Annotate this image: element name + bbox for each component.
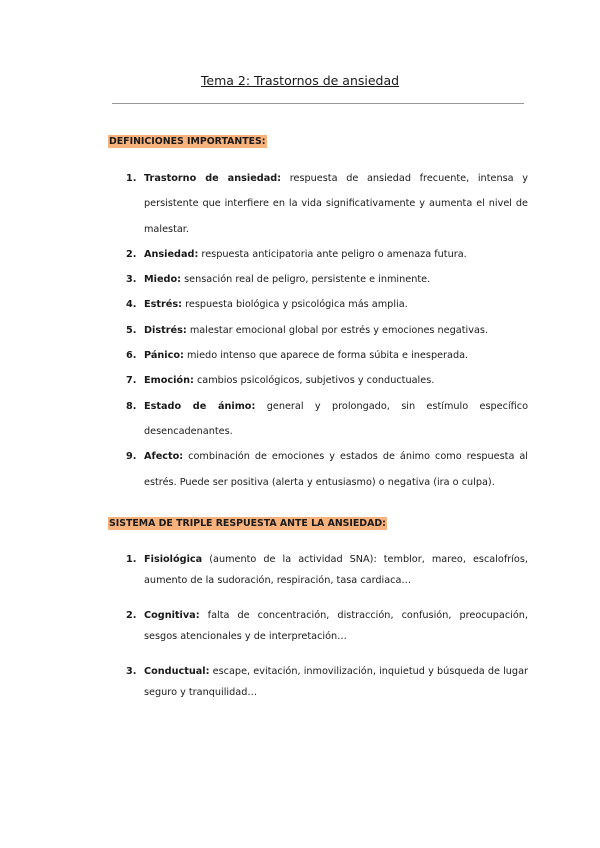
item-number: 8. [126,400,137,412]
item-number: 9. [126,451,137,463]
list-item [126,343,528,368]
list-item [126,267,528,292]
item-number: 3. [126,666,137,677]
item-text: respuesta biológica y psicológica más amplia. [182,299,408,311]
item-text: cambios psicológicos, subjetivos y conductuales. [193,375,435,387]
item-text: general y prolongado, sin estímulo específico desencadenantes. [144,400,528,437]
title-divider [112,103,524,104]
list-item [126,292,528,317]
section-heading-definitions: DEFINICIONES IMPORTANTES: [109,136,266,147]
item-number: 2. [126,610,137,621]
item-number: 2. [126,248,137,260]
item-number: 1. [126,554,137,565]
list-item [126,318,528,343]
item-term: Emoción: [144,375,194,387]
item-text: escape, evitación, inmovilización, inquietud y búsqueda de lugar seguro y tranquilidad… [144,666,528,698]
definitions-list [126,166,528,495]
item-text: respuesta anticipatoria ante peligro o amenaza futura. [198,248,467,260]
triple-response-list [126,550,528,703]
list-item [126,166,528,242]
item-text: (aumento de la actividad SNA): temblor, mareo, escalofríos, aumento de la sudoración, respiración, tasa cardiaca… [144,554,528,586]
item-text: respuesta de ansiedad frecuente, intensa y persistente que interfiere en la vida significativamente y aumenta el nivel de malestar. [144,173,528,235]
item-number: 6. [126,350,137,362]
item-number: 4. [126,299,137,311]
item-term: Estrés: [144,299,183,311]
item-text: sensación real de peligro, persistente e inminente. [181,274,431,286]
item-term: Pánico: [144,350,184,362]
item-term: Miedo: [144,274,181,286]
item-number: 3. [126,274,137,286]
section-heading-triple-response: SISTEMA DE TRIPLE RESPUESTA ANTE LA ANSIEDAD: [109,518,386,529]
list-item [126,394,528,445]
item-term: Ansiedad: [144,248,199,260]
list-item [126,368,528,393]
list-item [126,606,528,647]
list-item [126,444,528,495]
item-term: Trastorno de ansiedad: [144,173,282,184]
item-text: falta de concentración, distracción, confusión, preocupación, sesgos atencionales y de interpretación… [144,610,528,642]
list-item [126,550,528,591]
item-text: malestar emocional global por estrés y emociones negativas. [186,324,489,336]
item-number: 5. [126,324,137,336]
item-term: Estado de ánimo: [144,400,256,412]
item-term: Cognitiva: [144,610,200,621]
item-term: Fisiológica [144,554,203,565]
list-item [126,662,528,703]
list-item [126,242,528,267]
item-term: Distrés: [144,324,187,336]
item-number: 1. [126,173,137,184]
item-text: combinación de emociones y estados de ánimo como respuesta al estrés. Puede ser positiva (alerta y entusiasmo) o negativa (ira o culpa). [144,451,528,488]
item-number: 7. [126,375,137,387]
item-term: Afecto: [144,451,184,463]
item-text: miedo intenso que aparece de forma súbita e inesperada. [183,350,469,362]
page-title: Tema 2: Trastornos de ansiedad [200,73,400,88]
item-term: Conductual: [144,666,210,677]
